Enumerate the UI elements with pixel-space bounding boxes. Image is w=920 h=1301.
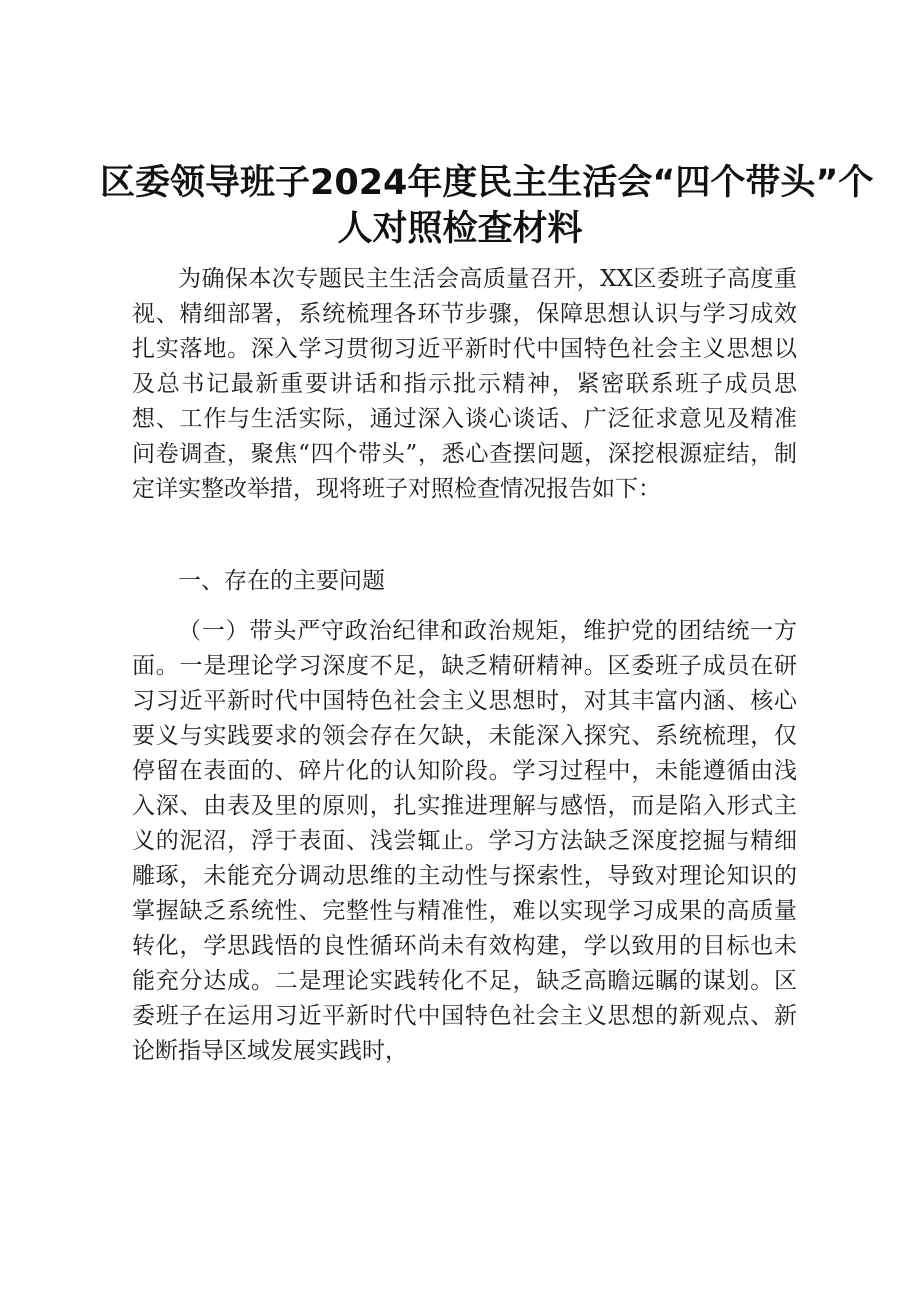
- section-paragraph: （一）带头严守政治纪律和政治规矩，维护党的团结统一方面。一是理论学习深度不足，缺乏精研精神。区委班子成员在研习习近平新时代中国特色社会主义思想时，对其丰富内涵、核心要义与实践要求的领会存在欠缺，未能深入探究、系统梳理，仅停留在表面的、碎片化的认知阶段。学习过程中，未能遵循由浅入深、由表及里的原则，扎实推进理解与感悟，而是陷入形式主义的泥沼，浮于表面、浅尝辄止。学习方法缺乏深度挖掘与精细雕琢，未能充分调动思维的主动性与探索性，导致对理论知识的掌握缺乏系统性、完整性与精准性，难以实现学习成果的高质量转化，学思践悟的良性循环尚未有效构建，学以致用的目标也未能充分达成。二是理论实践转化不足，缺乏高瞻远瞩的谋划。区委班子在运用习近平新时代中国特色社会主义思想的新观点、新论断指导区域发展实践时，: [132, 618, 797, 1064]
- document-title-line-1: 区委领导班子2024年度民主生活会“四个带头”个: [100, 163, 874, 203]
- intro-paragraph: 为确保本次专题民主生活会高质量召开，XX区委班子高度重视、精细部署，系统梳理各环节步骤，保障思想认识与学习成效扎实落地。深入学习贯彻习近平新时代中国特色社会主义思想以及总书记最新重要讲话和指示批示精神，紧密联系班子成员思想、工作与生活实际，通过深入谈心谈话、广泛征求意见及精准问卷调查，聚焦“四个带头”，悉心查摆问题，深挖根源症结，制定详实整改举措，现将班子对照检查情况报告如下：: [132, 266, 797, 502]
- section-heading: 一、存在的主要问题: [178, 568, 385, 594]
- document-title-line-2: 人对照检查材料: [337, 209, 583, 249]
